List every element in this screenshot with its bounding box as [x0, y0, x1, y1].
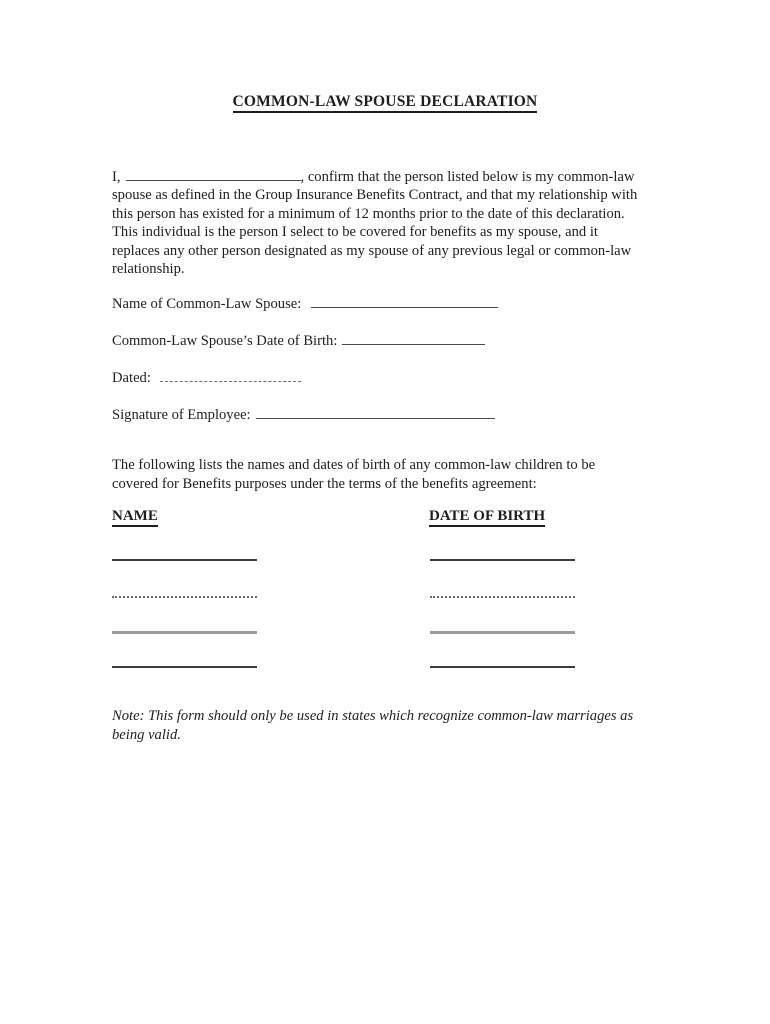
column-header-date-of-birth	[429, 508, 545, 527]
field-row-spouse-dob	[112, 331, 485, 350]
field-row-spouse-name	[112, 294, 498, 313]
intro-after-blank: , confirm that the person listed below is my common-law	[300, 169, 635, 185]
children-intro-line-1: The following lists the names and dates of birth of any common-law children to be	[112, 457, 596, 473]
children-intro	[112, 456, 672, 494]
note-line-2: being valid.	[112, 727, 181, 743]
spouse-dob-label: Common-Law Spouse’s Date of Birth:	[112, 333, 338, 349]
intro-paragraph	[112, 167, 672, 278]
dated-blank[interactable]	[160, 368, 301, 382]
intro-line-2: spouse as defined in the Group Insurance Benefits Contract, and that my relationship with	[112, 187, 638, 204]
signature-label: Signature of Employee:	[112, 407, 251, 423]
dob-header-text: DATE OF BIRTH	[429, 508, 545, 527]
spouse-name-blank[interactable]	[311, 294, 498, 308]
child-name-line-1[interactable]	[112, 559, 257, 561]
spouse-name-label: Name of Common-Law Spouse:	[112, 296, 302, 312]
intro-line-6: relationship.	[112, 261, 185, 278]
children-intro-line-2: covered for Benefits purposes under the terms of the benefits agreement:	[112, 476, 537, 492]
note-line-1: Note: This form should only be used in states which recognize common-law marriages as	[112, 708, 634, 724]
intro-line-1	[112, 167, 672, 186]
document-title: COMMON-LAW SPOUSE DECLARATION	[233, 93, 538, 113]
column-header-name	[112, 508, 158, 527]
field-row-signature	[112, 405, 495, 424]
name-header-text: NAME	[112, 508, 158, 527]
child-dob-line-4[interactable]	[430, 666, 575, 668]
spouse-dob-blank[interactable]	[342, 331, 485, 345]
intro-line-3: this person has existed for a minimum of 12 months prior to the date of this declaration.	[112, 205, 625, 222]
child-name-line-2[interactable]	[112, 596, 257, 598]
field-row-dated	[112, 368, 301, 387]
intro-line-5: replaces any other person designated as my spouse of any previous legal or common-law	[112, 242, 632, 259]
signature-blank[interactable]	[256, 405, 495, 419]
child-dob-line-2[interactable]	[430, 596, 575, 598]
declarant-name-blank[interactable]	[126, 167, 301, 181]
note-paragraph	[112, 707, 672, 745]
title-row	[0, 93, 770, 113]
dated-label: Dated:	[112, 370, 151, 386]
intro-prefix: I,	[112, 169, 121, 185]
child-name-line-4[interactable]	[112, 666, 257, 668]
intro-line-4: This individual is the person I select to be covered for benefits as my spouse, and it	[112, 224, 598, 241]
child-dob-line-1[interactable]	[430, 559, 575, 561]
child-dob-line-3[interactable]	[430, 631, 575, 634]
child-name-line-3[interactable]	[112, 631, 257, 634]
